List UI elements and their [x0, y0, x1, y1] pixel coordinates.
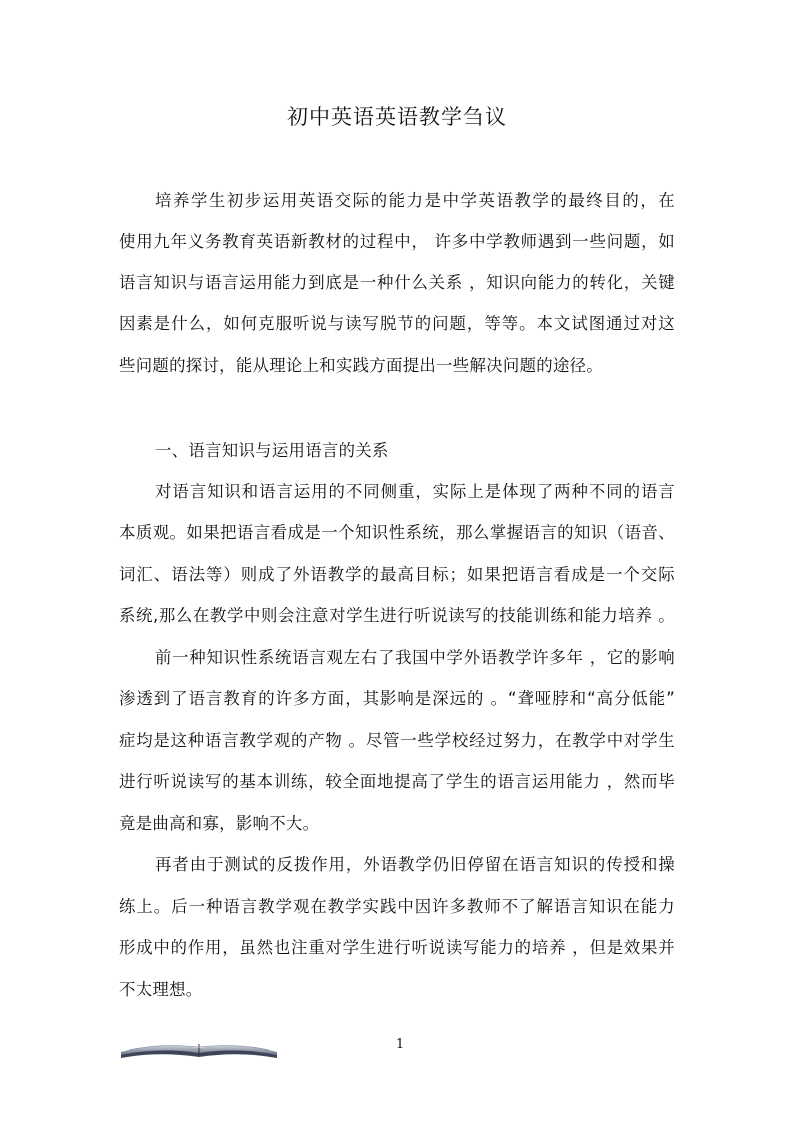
- paragraph-2-line-1: 对语言知识和语言运用的不同侧重，实际上是体现了两种不同的语言: [155, 482, 675, 501]
- paragraph-3-line-2: 渗透到了语言教育的许多方面，其影响是深远的 。“聋哑脖和“高分低能”: [119, 689, 675, 708]
- open-book-icon: [119, 1038, 279, 1060]
- paragraph-4-line-2: 练上。后一种语言教学观在教学实践中因许多教师不了解语言知识在能力: [119, 897, 675, 916]
- paragraph-4-line-4: 不太理想。: [119, 980, 203, 999]
- paragraph-3-line-1: 前一种知识性系统语言观左右了我国中学外语教学许多年 ，它的影响: [155, 648, 675, 667]
- paragraph-3-line-3: 症均是这种语言教学观的产物 。尽管一些学校经过努力，在教学中对学生: [119, 731, 675, 750]
- paragraph-4-line-1: 再者由于测试的反拨作用，外语教学仍旧停留在语言知识的传授和操: [155, 855, 675, 874]
- paragraph-2-line-2: 本质观。如果把语言看成是一个知识性系统，那么掌握语言的知识（语音、: [119, 523, 675, 542]
- paragraph-3-line-4: 进行听说读写的基本训练，较全面地提高了学生的语言运用能力 ，然而毕: [119, 772, 675, 791]
- paragraph-4-line-3: 形成中的作用，虽然也注重对学生进行听说读写能力的培养 ，但是效果并: [119, 938, 675, 957]
- paragraph-1-line-2: 使用九年义务教育英语新教材的过程中， 许多中学教师遇到一些问题，如: [119, 232, 675, 251]
- paragraph-2-line-4: 系统,那么在教学中则会注意对学生进行听说读写的技能训练和能力培养 。: [119, 606, 675, 625]
- paragraph-1-line-4: 因素是什么，如何克服听说与读写脱节的问题，等等。本文试图通过对这: [119, 314, 675, 333]
- document-title: 初中英语英语教学刍议: [287, 105, 507, 129]
- paragraph-1-line-1: 培养学生初步运用英语交际的能力是中学英语教学的最终目的，在: [155, 191, 675, 210]
- paragraph-2-line-3: 词汇、语法等）则成了外语教学的最高目标；如果把语言看成是一个交际: [119, 565, 675, 584]
- paragraph-1-line-5: 些问题的探讨，能从理论上和实践方面提出一些解决问题的途径。: [119, 356, 604, 375]
- section-1-heading: 一、语言知识与运用语言的关系: [155, 441, 389, 460]
- page-number: 1: [395, 1037, 405, 1052]
- paragraph-1-line-3: 语言知识与语言运用能力到底是一种什么关系 ，知识向能力的转化，关键: [119, 273, 675, 292]
- paragraph-3-line-5: 竟是曲高和寡，影响不大。: [119, 814, 320, 833]
